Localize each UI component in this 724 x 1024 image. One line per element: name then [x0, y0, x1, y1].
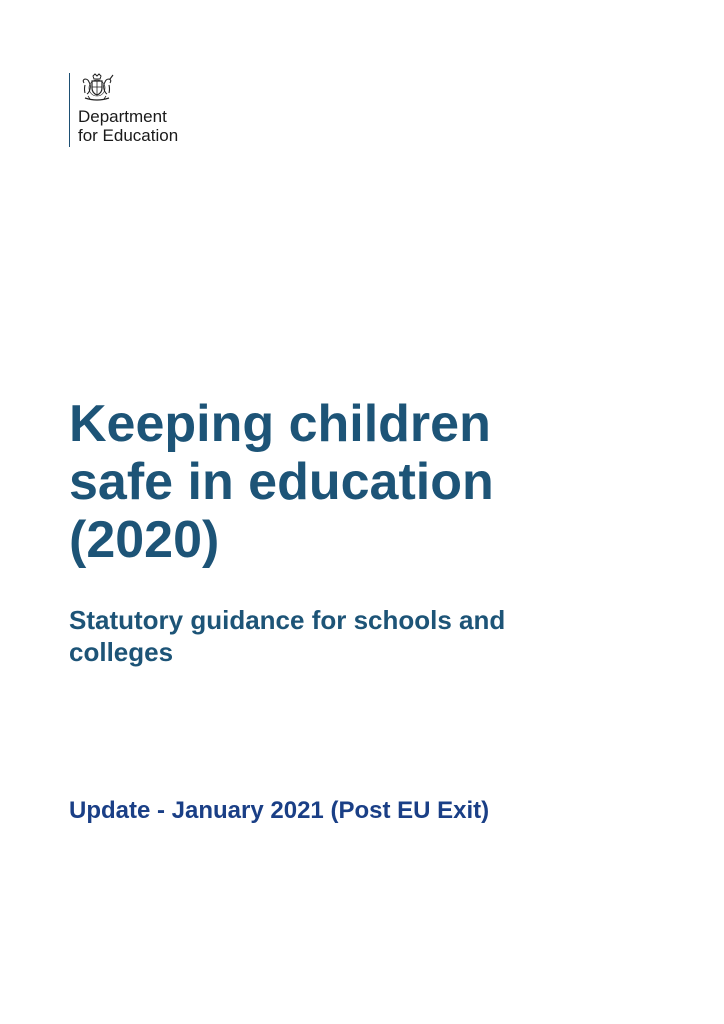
organisation-name: Department for Education — [78, 107, 179, 145]
document-title: Keeping children safe in education (2020) — [69, 395, 494, 569]
department-logo — [69, 73, 179, 147]
royal-coat-of-arms-icon — [80, 73, 114, 103]
update-note: Update - January 2021 (Post EU Exit) — [69, 797, 490, 824]
document-subtitle: Statutory guidance for schools and colleges — [69, 605, 506, 667]
